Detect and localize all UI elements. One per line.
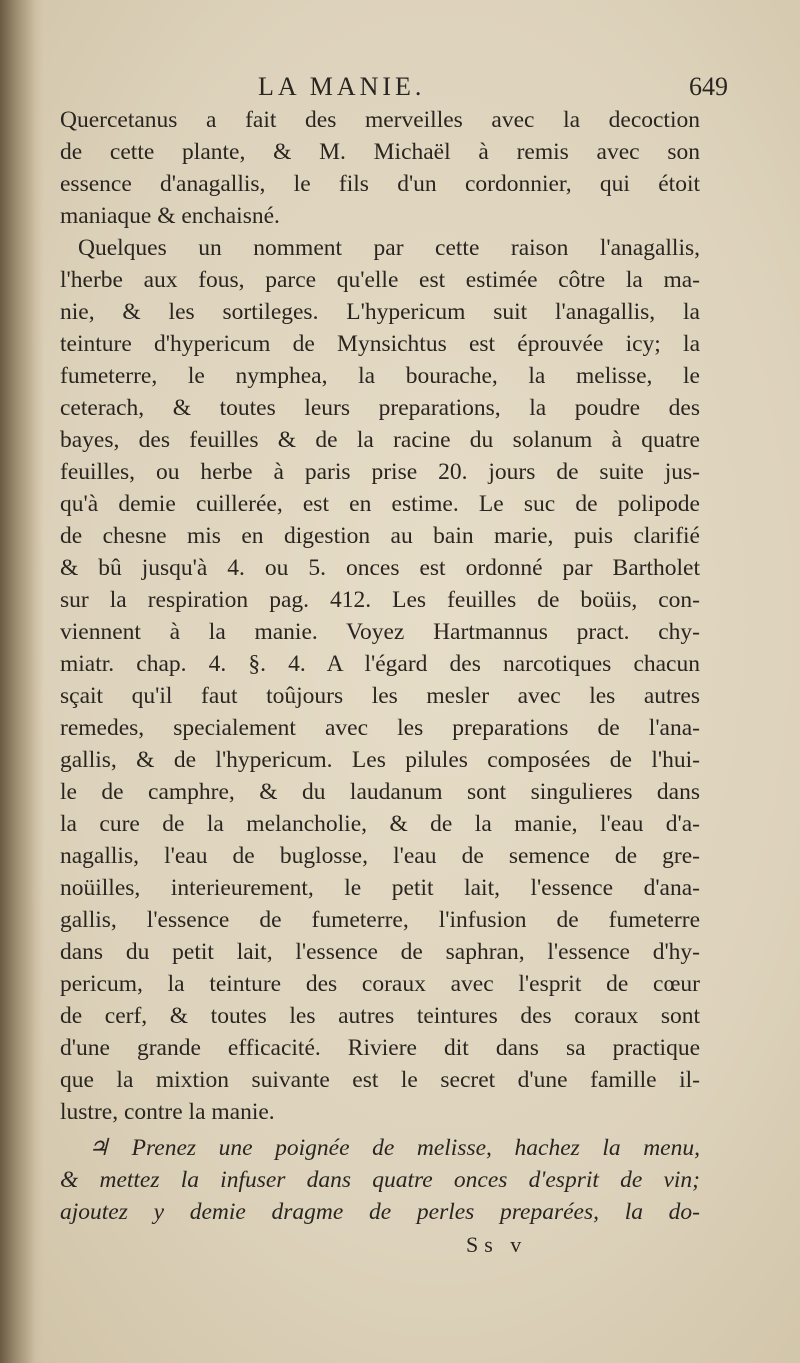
text-line: gallis, & de l'hypericum. Les pilules composées de l'hui-: [60, 747, 700, 773]
recipe-line: & mettez la infuser dans quatre onces d'esprit de vin;: [60, 1167, 700, 1193]
text-line: de cette plante, & M. Michaël à remis avec son: [60, 139, 700, 165]
text-line: miatr. chap. 4. §. 4. A l'égard des narcotiques chacun: [60, 651, 700, 677]
text-line: Quelques un nomment par cette raison l'anagallis,: [78, 235, 700, 261]
text-line: pericum, la teinture des coraux avec l'esprit de cœur: [60, 971, 700, 997]
text-line: teinture d'hypericum de Mynsichtus est éprouvée icy; la: [60, 331, 700, 357]
text-line: dans du petit lait, l'essence de saphran, l'essence d'hy-: [60, 939, 700, 965]
text-line: sur la respiration pag. 412. Les feuilles de boüis, con-: [60, 587, 700, 613]
text-line: lustre, contre la manie.: [60, 1099, 275, 1125]
running-head: LA MANIE.: [258, 72, 426, 101]
text-line: Quercetanus a fait des merveilles avec la decoction: [60, 107, 700, 133]
recipe-line: ♃ Prenez une poignée de melisse, hachez la menu,: [88, 1135, 700, 1161]
text-line: nagallis, l'eau de buglosse, l'eau de semence de gre-: [60, 843, 700, 869]
text-line: remedes, specialement avec les preparations de l'ana-: [60, 715, 700, 741]
page-gutter-shadow: [0, 0, 44, 1363]
signature-mark: Ss v: [466, 1232, 528, 1257]
page-number: 649: [689, 72, 728, 101]
text-line: le de camphre, & du laudanum sont singulieres dans: [60, 779, 700, 805]
body-text: [60, 104, 700, 1228]
text-line: de cerf, & toutes les autres teintures des coraux sont: [60, 1003, 700, 1029]
text-line: l'herbe aux fous, parce qu'elle est estimée côtre la ma-: [60, 267, 700, 293]
text-line: feuilles, ou herbe à paris prise 20. jours de suite jus-: [60, 459, 700, 485]
text-line: noüilles, interieurement, le petit lait, l'essence d'ana-: [60, 875, 700, 901]
text-line: que la mixtion suivante est le secret d'une famille il-: [60, 1067, 700, 1093]
text-line: & bû jusqu'à 4. ou 5. onces est ordonné par Bartholet: [60, 555, 700, 581]
text-line: d'une grande efficacité. Riviere dit dans sa practique: [60, 1035, 700, 1061]
text-line: qu'à demie cuillerée, est en estime. Le suc de polipode: [60, 491, 700, 517]
text-line: gallis, l'essence de fumeterre, l'infusion de fumeterre: [60, 907, 700, 933]
text-line: nie, & les sortileges. L'hypericum suit l'anagallis, la: [60, 299, 700, 325]
recipe-line: ajoutez y demie dragme de perles preparées, la do-: [60, 1199, 700, 1225]
page-header: [258, 72, 728, 106]
text-line: sçait qu'il faut toûjours les mesler avec les autres: [60, 683, 700, 709]
text-line: maniaque & enchaisné.: [60, 203, 280, 229]
text-line: de chesne mis en digestion au bain marie, puis clarifié: [60, 523, 700, 549]
text-line: la cure de la melancholie, & de la manie, l'eau d'a-: [60, 811, 700, 837]
text-line: fumeterre, le nymphea, la bourache, la melisse, le: [60, 363, 700, 389]
text-line: essence d'anagallis, le fils d'un cordonnier, qui étoit: [60, 171, 700, 197]
text-line: viennent à la manie. Voyez Hartmannus pract. chy-: [60, 619, 700, 645]
text-line: ceterach, & toutes leurs preparations, la poudre des: [60, 395, 700, 421]
text-line: bayes, des feuilles & de la racine du solanum à quatre: [60, 427, 700, 453]
